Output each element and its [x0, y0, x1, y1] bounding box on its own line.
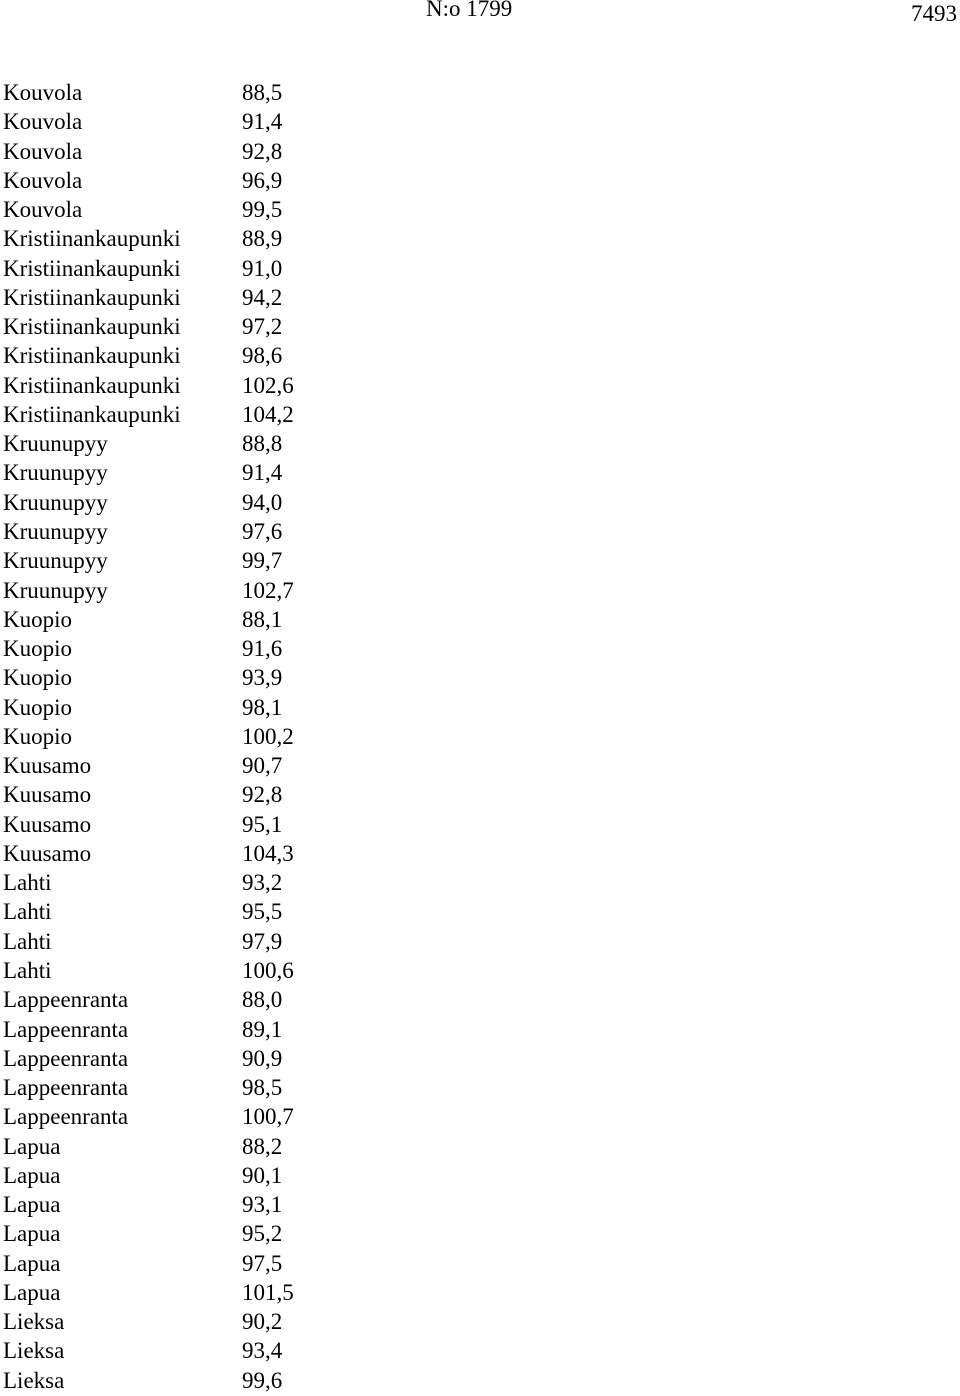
municipality-name: Kristiinankaupunki: [3, 401, 181, 427]
list-row: [3, 488, 403, 517]
municipality-value: 93,9: [242, 665, 283, 691]
municipality-name: Lapua: [3, 1279, 61, 1305]
municipality-name: Kuopio: [3, 723, 72, 749]
municipality-name: Lahti: [3, 870, 52, 896]
municipality-value: 91,0: [242, 255, 283, 281]
list-row: [3, 927, 403, 956]
municipality-value: 97,2: [242, 314, 283, 340]
list-row: [3, 341, 403, 370]
list-row: [3, 1366, 403, 1395]
municipality-value: 91,4: [242, 109, 283, 135]
municipality-value: 93,2: [242, 870, 283, 896]
municipality-value: 88,2: [242, 1133, 283, 1159]
list-row: [3, 1132, 403, 1161]
list-row: [3, 576, 403, 605]
list-row: [3, 371, 403, 400]
municipality-value: 96,9: [242, 167, 283, 193]
municipality-value: 91,6: [242, 636, 283, 662]
municipality-value: 94,0: [242, 489, 283, 515]
list-row: [3, 839, 403, 868]
list-row: [3, 400, 403, 429]
municipality-name: Kuopio: [3, 636, 72, 662]
municipality-value: 104,3: [242, 840, 294, 866]
municipality-name: Kouvola: [3, 167, 83, 193]
municipality-value: 100,7: [242, 1104, 294, 1130]
municipality-name: Lapua: [3, 1162, 61, 1188]
list-row: [3, 1102, 403, 1131]
list-row: [3, 1073, 403, 1102]
municipality-name: Kouvola: [3, 138, 83, 164]
list-row: [3, 78, 403, 107]
municipality-name: Lappeenranta: [3, 1045, 129, 1071]
municipality-name: Lieksa: [3, 1338, 65, 1364]
municipality-name: Lieksa: [3, 1367, 65, 1393]
municipality-value: 101,5: [242, 1279, 294, 1305]
municipality-name: Kuopio: [3, 606, 72, 632]
municipality-name: Kruunupyy: [3, 431, 108, 457]
municipality-name: Kouvola: [3, 197, 83, 223]
municipality-name: Kristiinankaupunki: [3, 343, 181, 369]
municipality-name: Kruunupyy: [3, 489, 108, 515]
municipality-value: 97,9: [242, 928, 283, 954]
list-row: [3, 429, 403, 458]
list-row: [3, 1044, 403, 1073]
list-row: [3, 956, 403, 985]
list-row: [3, 1249, 403, 1278]
list-row: [3, 1190, 403, 1219]
municipality-name: Lahti: [3, 957, 52, 983]
list-row: [3, 634, 403, 663]
municipality-value: 102,6: [242, 372, 294, 398]
municipality-value: 90,9: [242, 1045, 283, 1071]
municipality-name: Kruunupyy: [3, 518, 108, 544]
list-row: [3, 810, 403, 839]
municipality-value: 95,2: [242, 1221, 283, 1247]
municipality-value: 104,2: [242, 401, 294, 427]
list-row: [3, 663, 403, 692]
municipality-name: Kristiinankaupunki: [3, 284, 181, 310]
list-row: [3, 137, 403, 166]
list-row: [3, 224, 403, 253]
municipality-value: 90,1: [242, 1162, 283, 1188]
municipality-value: 98,5: [242, 1075, 283, 1101]
page-header: [0, 0, 960, 40]
municipality-name: Kouvola: [3, 109, 83, 135]
list-row: [3, 1336, 403, 1365]
municipality-value: 92,8: [242, 138, 283, 164]
municipality-name: Kuusamo: [3, 753, 92, 779]
list-row: [3, 751, 403, 780]
municipality-value: 93,4: [242, 1338, 283, 1364]
municipality-value: 99,5: [242, 197, 283, 223]
municipality-value: 93,1: [242, 1192, 283, 1218]
municipality-value: 97,6: [242, 518, 283, 544]
municipality-name: Kuusamo: [3, 811, 92, 837]
municipality-value: 98,1: [242, 694, 283, 720]
municipality-name: Kristiinankaupunki: [3, 255, 181, 281]
municipality-name: Lapua: [3, 1221, 61, 1247]
municipality-name: Lieksa: [3, 1309, 65, 1335]
municipality-value: 88,1: [242, 606, 283, 632]
municipality-name: Lappeenranta: [3, 987, 129, 1013]
list-row: [3, 166, 403, 195]
municipality-name: Lappeenranta: [3, 1104, 129, 1130]
statute-number: N:o 1799: [426, 0, 513, 21]
list-row: [3, 722, 403, 751]
municipality-value: 88,5: [242, 80, 283, 105]
municipality-name: Lapua: [3, 1133, 61, 1159]
municipality-name: Lahti: [3, 928, 52, 954]
municipality-value: 90,7: [242, 753, 283, 779]
page-number: 7493: [911, 1, 957, 26]
municipality-name: Kruunupyy: [3, 548, 108, 574]
municipality-name: Kuusamo: [3, 782, 92, 808]
municipality-name: Lappeenranta: [3, 1075, 129, 1101]
municipality-value: 91,4: [242, 460, 283, 486]
list-row: [3, 107, 403, 136]
municipality-name: Lapua: [3, 1250, 61, 1276]
municipality-value: 88,9: [242, 226, 283, 252]
list-row: [3, 868, 403, 897]
municipality-name: Kuusamo: [3, 840, 92, 866]
list-row: [3, 458, 403, 487]
municipality-name: Kruunupyy: [3, 460, 108, 486]
list-row: [3, 254, 403, 283]
municipality-name: Kuopio: [3, 694, 72, 720]
list-row: [3, 195, 403, 224]
list-row: [3, 546, 403, 575]
municipality-value: 99,7: [242, 548, 283, 574]
municipality-value: 89,1: [242, 1016, 283, 1042]
list-row: [3, 1278, 403, 1307]
list-row: [3, 1161, 403, 1190]
municipality-name: Lahti: [3, 899, 52, 925]
municipality-value: 100,6: [242, 957, 294, 983]
municipality-value: 90,2: [242, 1309, 283, 1335]
list-row: [3, 1015, 403, 1044]
list-row: [3, 283, 403, 312]
municipality-value-list: [3, 78, 403, 1395]
list-row: [3, 693, 403, 722]
municipality-name: Kuopio: [3, 665, 72, 691]
list-row: [3, 985, 403, 1014]
municipality-value: 95,1: [242, 811, 283, 837]
municipality-value: 94,2: [242, 284, 283, 310]
list-row: [3, 312, 403, 341]
list-row: [3, 605, 403, 634]
municipality-value: 102,7: [242, 577, 294, 603]
list-row: [3, 517, 403, 546]
municipality-name: Kristiinankaupunki: [3, 226, 181, 252]
list-row: [3, 780, 403, 809]
municipality-name: Kristiinankaupunki: [3, 372, 181, 398]
municipality-value: 95,5: [242, 899, 283, 925]
list-row: [3, 1219, 403, 1248]
list-row: [3, 1307, 403, 1336]
municipality-value: 99,6: [242, 1367, 283, 1393]
municipality-name: Lapua: [3, 1192, 61, 1218]
municipality-name: Lappeenranta: [3, 1016, 129, 1042]
list-row: [3, 897, 403, 926]
municipality-value: 88,0: [242, 987, 283, 1013]
municipality-value: 98,6: [242, 343, 283, 369]
municipality-value: 97,5: [242, 1250, 283, 1276]
municipality-name: Kristiinankaupunki: [3, 314, 181, 340]
municipality-value: 88,8: [242, 431, 283, 457]
municipality-value: 100,2: [242, 723, 294, 749]
municipality-value: 92,8: [242, 782, 283, 808]
municipality-name: Kouvola: [3, 80, 83, 105]
municipality-name: Kruunupyy: [3, 577, 108, 603]
